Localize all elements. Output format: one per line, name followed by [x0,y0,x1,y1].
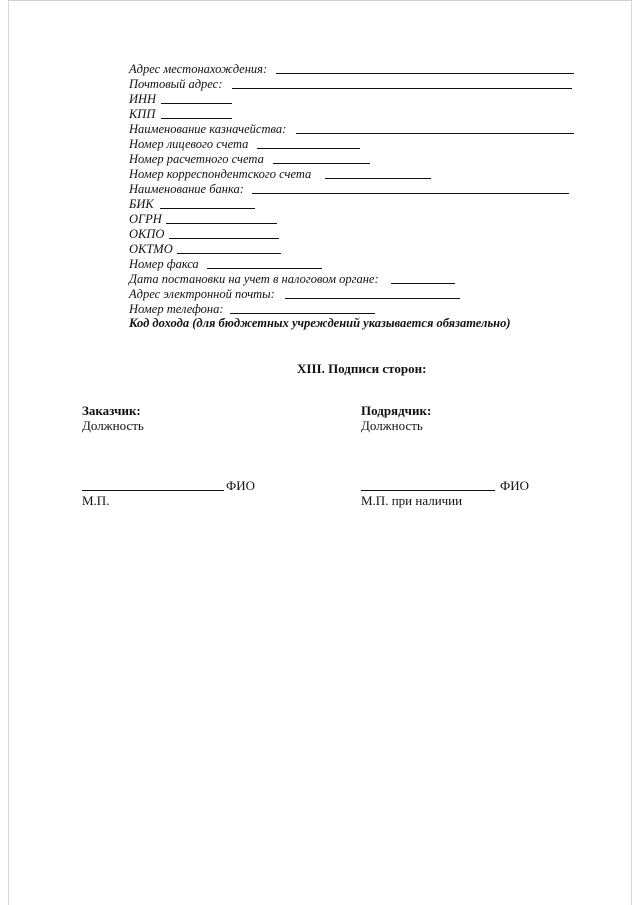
contractor-signature-line[interactable] [361,490,495,491]
field-bank-name-label: Наименование банка: [129,182,244,196]
field-bik-label: БИК [129,197,154,211]
field-oktmo[interactable] [129,242,284,256]
field-fax-line[interactable] [207,268,322,269]
contractor-name-label: ФИО [500,478,530,493]
field-address-label: Адрес местонахождения: [129,62,268,76]
customer-signature-line[interactable] [82,490,224,491]
field-kpp-label: КПП [129,107,156,121]
field-tax-registration-date[interactable] [129,272,459,286]
field-bik[interactable] [129,197,259,211]
field-ogrn[interactable] [129,212,279,226]
contractor-stamp: М.П. при наличии [361,493,463,508]
field-ogrn-label: ОГРН [129,212,162,226]
field-phone-label: Номер телефона: [129,302,224,316]
field-treasury-line[interactable] [296,133,574,134]
field-okpo[interactable] [129,227,279,241]
field-fax[interactable] [129,257,329,271]
field-fax-label: Номер факса [129,257,199,271]
field-personal-account-line[interactable] [257,148,360,149]
field-settlement-account-label: Номер расчетного счета [129,152,264,166]
field-postal-address-line[interactable] [232,88,572,89]
field-settlement-account[interactable] [129,152,379,166]
field-oktmo-label: ОКТМО [129,242,173,256]
field-personal-account-label: Номер лицевого счета [129,137,249,151]
field-email[interactable] [129,287,464,301]
field-postal-address-label: Почтовый адрес: [129,77,223,91]
customer-role: Заказчик: [82,403,141,418]
contractor-position: Должность [361,418,423,433]
customer-stamp: М.П. [82,493,110,508]
field-treasury[interactable] [129,122,575,136]
field-inn[interactable] [129,92,239,106]
field-phone-line[interactable] [230,313,375,314]
field-address[interactable] [129,62,575,76]
field-tax-registration-date-line[interactable] [391,283,455,284]
income-code-note: Код дохода (для бюджетных учреждений указывается обязательно) [129,316,511,330]
field-inn-label: ИНН [129,92,157,106]
field-personal-account[interactable] [129,137,369,151]
field-correspondent-account[interactable] [129,167,439,181]
field-okpo-line[interactable] [169,238,279,239]
section-title: XIII. Подписи сторон: [297,361,427,376]
field-tax-registration-date-label: Дата постановки на учет в налоговом органе: [129,272,379,286]
field-ogrn-line[interactable] [166,223,277,224]
field-postal-address[interactable] [129,77,575,91]
field-address-line[interactable] [276,73,574,74]
field-bik-line[interactable] [160,208,255,209]
field-treasury-label: Наименование казначейства: [129,122,287,136]
field-okpo-label: ОКПО [129,227,165,241]
contractor-role: Подрядчик: [361,403,432,418]
page-top-rule [8,0,632,1]
field-phone[interactable] [129,302,379,316]
customer-name-label: ФИО [226,478,256,493]
field-bank-name-line[interactable] [252,193,569,194]
field-kpp-line[interactable] [161,118,232,119]
customer-position: Должность [82,418,144,433]
field-email-label: Адрес электронной почты: [129,287,275,301]
field-bank-name[interactable] [129,182,575,196]
field-inn-line[interactable] [161,103,232,104]
field-correspondent-account-line[interactable] [325,178,431,179]
field-correspondent-account-label: Номер корреспондентского счета [129,167,312,181]
field-kpp[interactable] [129,107,239,121]
field-settlement-account-line[interactable] [273,163,370,164]
field-oktmo-line[interactable] [177,253,281,254]
field-email-line[interactable] [285,298,460,299]
